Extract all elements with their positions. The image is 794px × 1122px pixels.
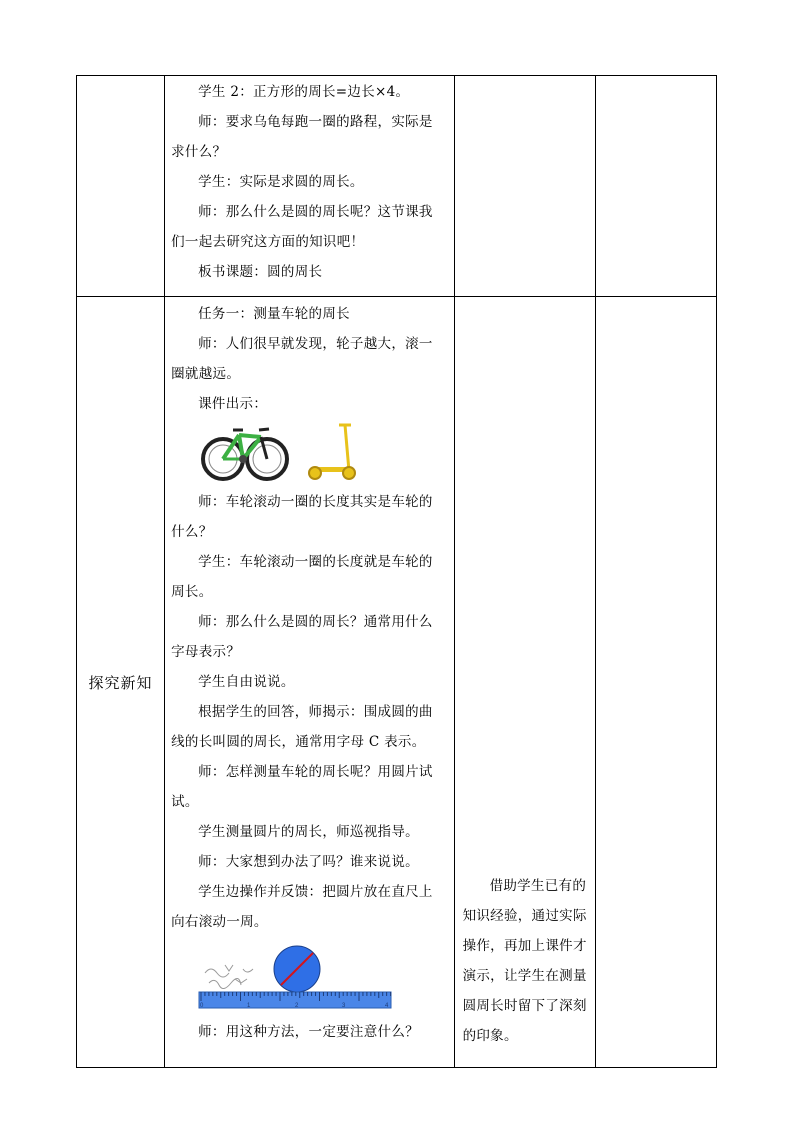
bicycle-icon bbox=[203, 429, 287, 479]
paragraph: 学生测量圆片的周长，师巡视指导。 bbox=[198, 824, 419, 840]
ruler-tick-label: 4 bbox=[385, 1003, 389, 1009]
paragraph: 师：大家想到办法了吗？谁来说说。 bbox=[198, 854, 419, 870]
paragraph: 根据学生的回答，师揭示：围成圆的曲线的长叫圆的周长，通常用字母 C 表示。 bbox=[171, 704, 433, 750]
ruler-tick-label: 2 bbox=[295, 1003, 299, 1009]
stage-cell bbox=[77, 76, 165, 297]
scribble-decoration bbox=[205, 965, 253, 989]
paragraph: 师：用这种方法，一定要注意什么？ bbox=[198, 1024, 419, 1040]
paragraph: 师：要求乌龟每跑一圈的路程，实际是求什么？ bbox=[171, 114, 433, 160]
paragraph: 学生边操作并反馈：把圆片放在直尺上向右滚动一周。 bbox=[171, 884, 433, 930]
paragraph: 学生：实际是求圆的周长。 bbox=[198, 174, 364, 190]
paragraph: 课件出示： bbox=[198, 396, 268, 412]
paragraph: 师：那么什么是圆的周长呢？这节课我们一起去研究这方面的知识吧！ bbox=[171, 204, 433, 250]
intent-cell bbox=[454, 76, 595, 297]
paragraph: 师：那么什么是圆的周长？通常用什么字母表示？ bbox=[171, 614, 433, 660]
stage-label: 探究新知 bbox=[77, 297, 165, 1068]
scooter-icon bbox=[309, 425, 355, 479]
paragraph: 师：人们很早就发现，轮子越大，滚一圈就越远。 bbox=[171, 336, 433, 382]
content-cell bbox=[165, 297, 454, 1068]
lesson-plan-table bbox=[76, 75, 717, 1068]
paragraph: 板书课题：圆的周长 bbox=[198, 264, 323, 280]
design-intent-text: 借助学生已有的知识经验，通过实际操作，再加上课件才演示，让学生在测量圆周长时留下了深刻的印象。 bbox=[462, 878, 587, 1044]
table-row bbox=[77, 76, 717, 297]
ruler-tick-label: 1 bbox=[247, 1003, 251, 1009]
intent-cell bbox=[454, 297, 595, 1068]
ruler-tick-label: 0 bbox=[200, 1003, 204, 1009]
table-row bbox=[77, 297, 717, 1068]
content-cell bbox=[165, 76, 454, 297]
paragraph: 学生：车轮滚动一圈的长度就是车轮的周长。 bbox=[171, 554, 433, 600]
paragraph: 学生 2：正方形的周长=边长×4。 bbox=[198, 84, 410, 100]
circle-on-ruler-image bbox=[195, 943, 395, 1013]
paragraph: 任务一：测量车轮的周长 bbox=[198, 306, 350, 322]
paragraph: 学生自由说说。 bbox=[198, 674, 295, 690]
paragraph: 师：车轮滚动一圈的长度其实是车轮的什么？ bbox=[171, 494, 433, 540]
paragraph: 师：怎样测量车轮的周长呢？用圆片试试。 bbox=[171, 764, 433, 810]
ruler-tick-label: 3 bbox=[342, 1003, 346, 1009]
notes-cell bbox=[595, 76, 716, 297]
bicycle-scooter-image bbox=[199, 421, 379, 483]
notes-cell bbox=[595, 297, 716, 1068]
